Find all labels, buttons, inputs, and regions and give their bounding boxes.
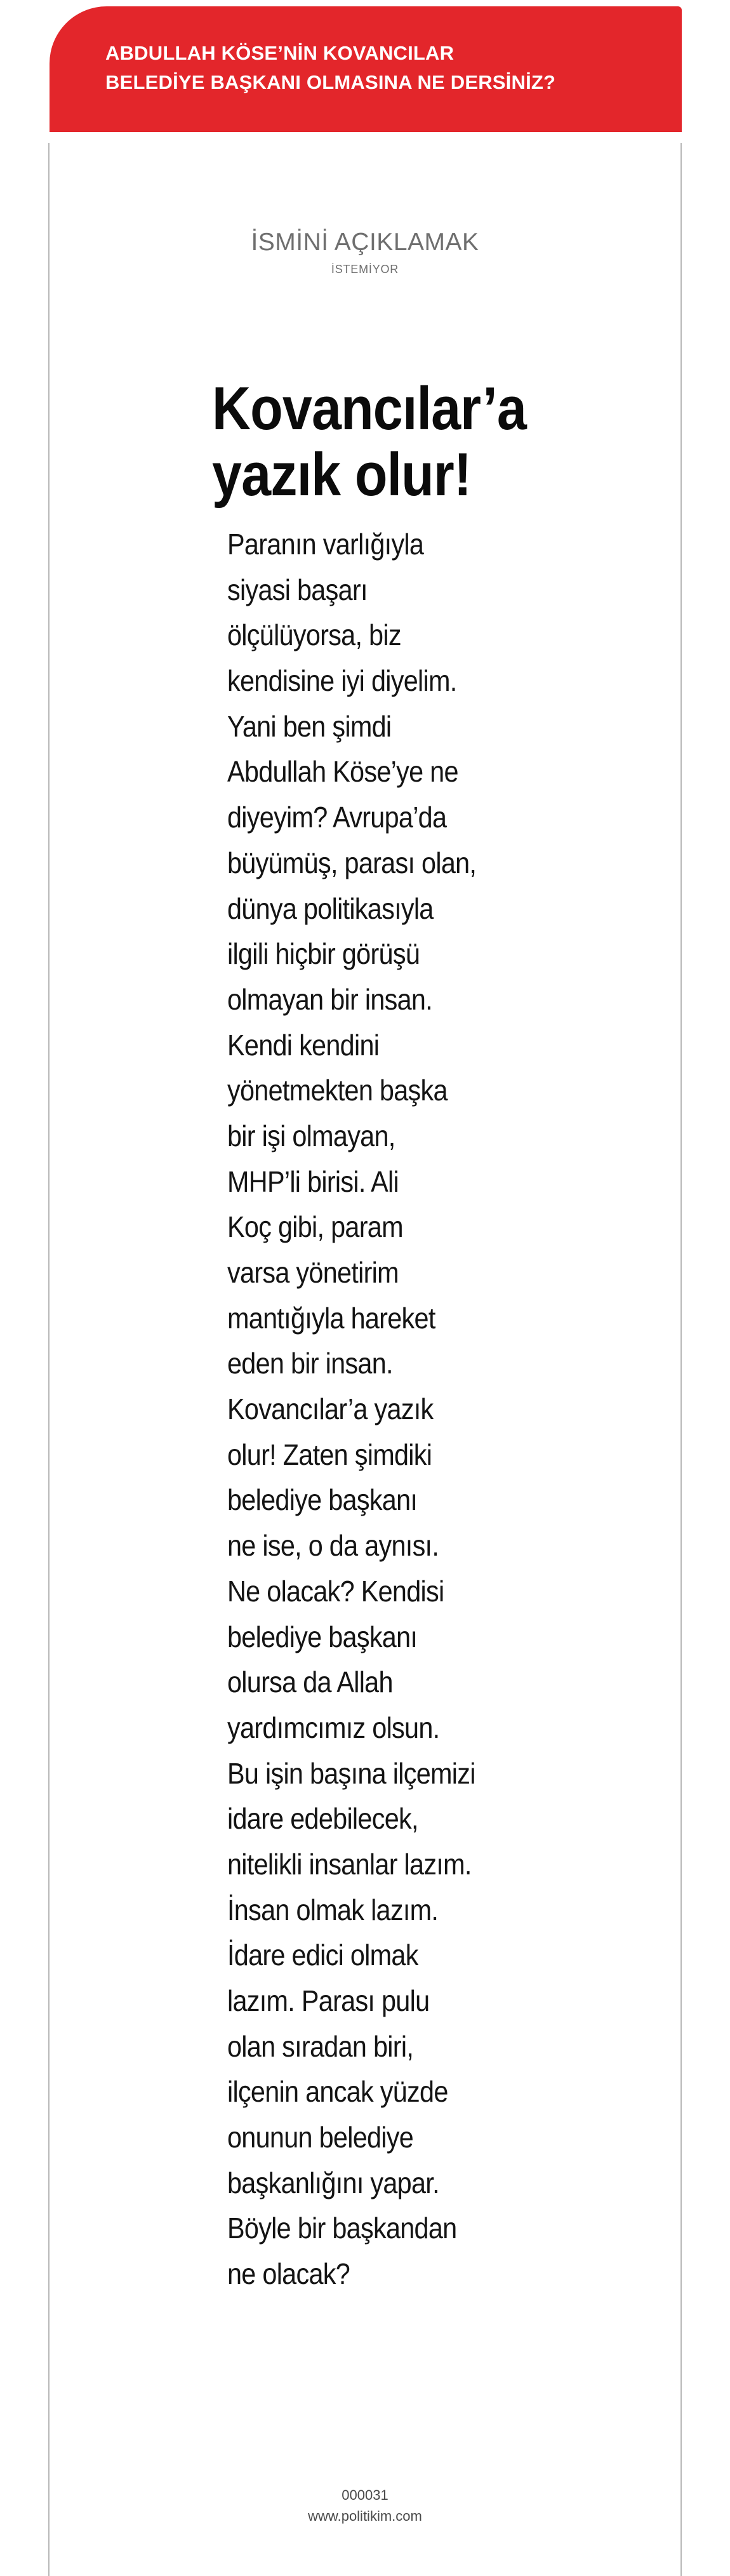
body-line: idare edebilecek,	[227, 1802, 418, 1836]
question-banner	[50, 6, 682, 132]
body-line: İdare edici olmak	[227, 1939, 418, 1972]
right-column-rule	[680, 143, 682, 2576]
body-line: mantığıyla hareket	[227, 1301, 435, 1335]
body-line: Paranın varlığıyla	[227, 528, 424, 561]
body-line: onunun belediye	[227, 2121, 414, 2154]
footer-url: www.politikim.com	[308, 2508, 422, 2524]
body-line: ne ise, o da aynısı.	[227, 1529, 439, 1563]
body-line: ilçenin ancak yüzde	[227, 2075, 448, 2109]
banner-question-line-2: BELEDİYE BAŞKANI OLMASINA NE DERSİNİZ?	[105, 71, 556, 93]
left-column-rule	[48, 143, 50, 2576]
body-line: diyeyim? Avrupa’da	[227, 801, 447, 834]
source-note: İSTEMİYOR	[331, 263, 399, 276]
body-line: siyasi başarı	[227, 573, 368, 606]
body-line: olursa da Allah	[227, 1665, 393, 1699]
body-text	[227, 522, 557, 2297]
body-line: eden bir insan.	[227, 1347, 393, 1380]
body-line: yönetmekten başka	[227, 1074, 448, 1107]
body-line: belediye başkanı	[227, 1620, 418, 1653]
body-line: lazım. Parası pulu	[227, 1984, 430, 2017]
body-line: İnsan olmak lazım.	[227, 1893, 439, 1926]
body-line: Ne olacak? Kendisi	[227, 1574, 444, 1608]
body-line: ne olacak?	[227, 2257, 350, 2291]
body-line: Kendi kendini	[227, 1028, 380, 1062]
headline	[212, 376, 603, 508]
body-line: Koç gibi, param	[227, 1210, 403, 1244]
body-line: bir işi olmayan,	[227, 1119, 395, 1152]
footer-code: 000031	[342, 2487, 388, 2503]
body-line: dünya politikasıyla	[227, 891, 434, 925]
body-line: Abdullah Köse’ye ne	[227, 755, 458, 789]
headline-line-1: Kovancılar’a	[212, 375, 526, 443]
body-line: yardımcımız olsun.	[227, 1711, 440, 1744]
body-line: olmayan bir insan.	[227, 982, 433, 1016]
body-line: Bu işin başına ilçemizi	[227, 1756, 475, 1790]
body-line: MHP’li birisi. Ali	[227, 1165, 399, 1198]
body-line: kendisine iyi diyelim.	[227, 664, 457, 698]
body-line: olur! Zaten şimdiki	[227, 1438, 432, 1471]
body-line: ilgili hiçbir görüşü	[227, 937, 420, 971]
body-line: başkanlığını yapar.	[227, 2166, 439, 2199]
body-line: olan sıradan biri,	[227, 2029, 414, 2063]
body-line: nitelikli insanlar lazım.	[227, 1847, 472, 1881]
headline-line-2: yazık olur!	[212, 441, 472, 509]
body-line: büyümüş, parası olan,	[227, 846, 477, 879]
body-line: Kovancılar’a yazık	[227, 1392, 434, 1426]
body-line: Böyle bir başkandan	[227, 2212, 457, 2245]
body-line: varsa yönetirim	[227, 1256, 399, 1289]
body-line: Yani ben şimdi	[227, 709, 392, 743]
body-line: belediye başkanı	[227, 1483, 418, 1517]
source-name: İSMİNİ AÇIKLAMAK	[251, 229, 479, 256]
banner-question-line-1: ABDULLAH KÖSE’NİN KOVANCILAR	[105, 42, 455, 64]
body-line: ölçülüyorsa, biz	[227, 618, 401, 652]
